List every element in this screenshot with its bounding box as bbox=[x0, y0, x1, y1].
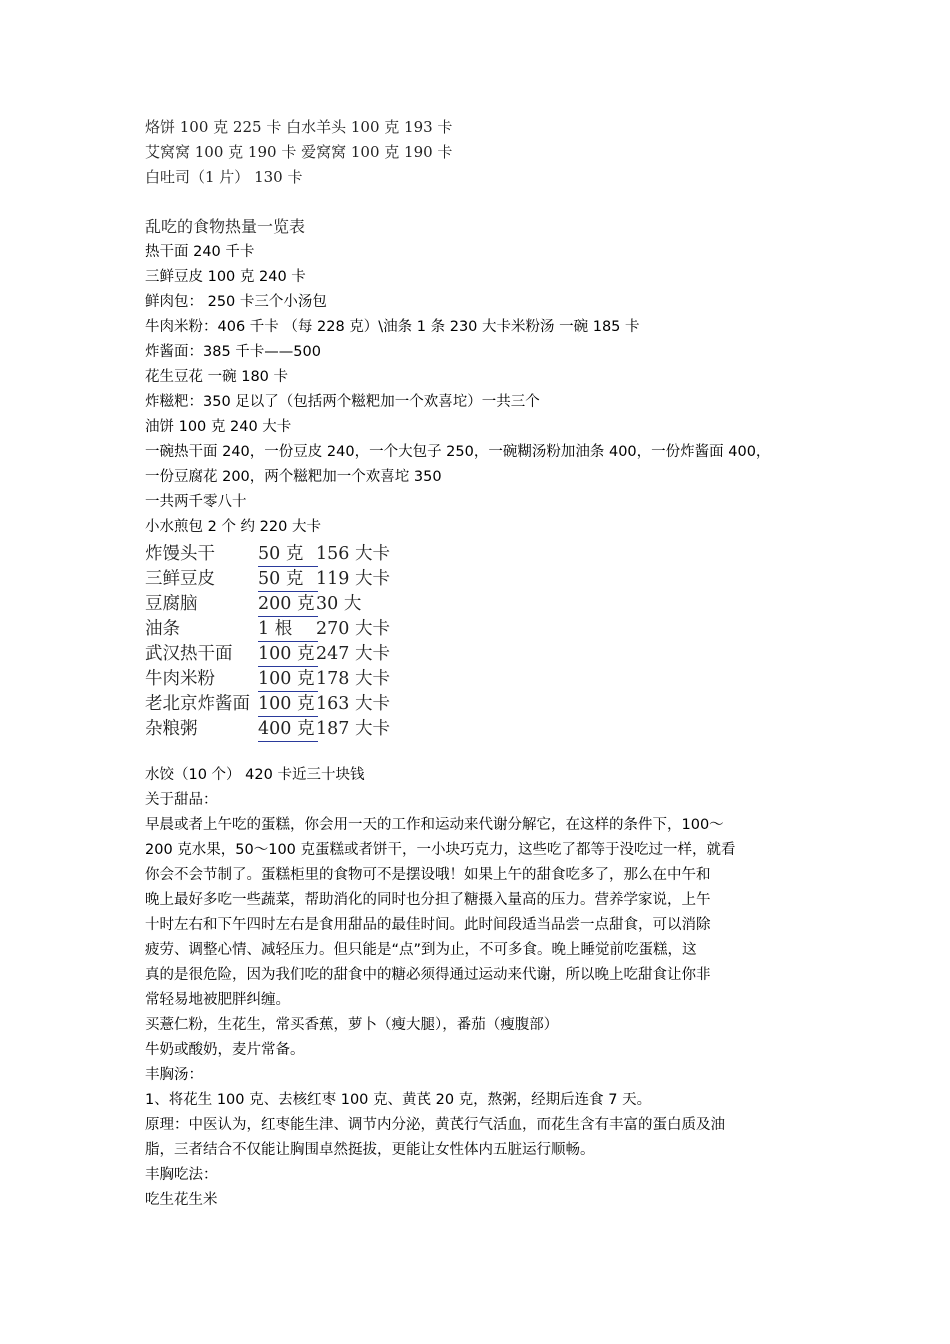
section-heading: 丰胸吃法： bbox=[145, 1167, 218, 1183]
paragraph-line: 真的是很危险，因为我们吃的甜食中的糖必须得通过运动来代谢，所以晚上吃甜食让你非 bbox=[145, 967, 711, 983]
paragraph-line: 晚上最好多吃一些蔬菜，帮助消化的同时也分担了糖摄入量高的压力。营养学家说，上午 bbox=[145, 892, 711, 908]
paragraph-line: 200 克水果，50～100 克蛋糕或者饼干，一小块巧克力，这些吃了都等于没吃过一样，就看 bbox=[145, 842, 736, 858]
text-line: 艾窝窝 100 克 190 卡 爱窝窝 100 克 190 卡 bbox=[145, 143, 453, 161]
text-line: 吃生花生米 bbox=[145, 1192, 218, 1208]
paragraph-line: 十时左右和下午四时左右是食用甜品的最佳时间。此时间段适当品尝一点甜食，可以消除 bbox=[145, 917, 711, 933]
food-calories: 187 大卡 bbox=[316, 719, 390, 739]
food-calories: 178 大卡 bbox=[316, 669, 390, 689]
food-calories: 30 大 bbox=[316, 594, 362, 614]
food-amount: 100 克 bbox=[258, 690, 318, 717]
food-calories: 163 大卡 bbox=[316, 694, 390, 714]
paragraph-line: 脂，三者结合不仅能让胸围卓然挺拔，更能让女性体内五脏运行顺畅。 bbox=[145, 1142, 595, 1158]
list-item: 炸酱面：385 千卡——500 bbox=[145, 344, 321, 360]
text-line: 牛奶或酸奶，麦片常备。 bbox=[145, 1042, 305, 1058]
food-amount: 50 克 bbox=[258, 565, 318, 592]
paragraph-line: 常轻易地被肥胖纠缠。 bbox=[145, 992, 290, 1008]
food-amount: 400 克 bbox=[258, 715, 318, 742]
food-amount: 50 克 bbox=[258, 540, 318, 567]
food-name: 三鲜豆皮 bbox=[145, 569, 215, 589]
text-line: 白吐司（1 片） 130 卡 bbox=[145, 168, 303, 186]
food-amount: 200 克 bbox=[258, 590, 318, 617]
paragraph-line: 你会不会节制了。蛋糕柜里的食物可不是摆设哦！如果上午的甜食吃多了，那么在中午和 bbox=[145, 867, 711, 883]
food-calories: 247 大卡 bbox=[316, 644, 390, 664]
food-amount: 1 根 bbox=[258, 615, 318, 642]
paragraph-line: 疲劳、调整心情、减轻压力。但只能是“点”到为止，不可多食。晚上睡觉前吃蛋糕，这 bbox=[145, 942, 697, 958]
summary-line: 一份豆腐花 200，两个糍粑加一个欢喜坨 350 bbox=[145, 469, 442, 485]
food-name: 武汉热干面 bbox=[145, 644, 233, 664]
list-item: 鲜肉包： 250 卡三个小汤包 bbox=[145, 294, 327, 310]
food-amount: 100 克 bbox=[258, 665, 318, 692]
text-line: 1、将花生 100 克、去核红枣 100 克、黄芪 20 克，熬粥，经期后连食 7 天。 bbox=[145, 1092, 652, 1108]
section-title: 乱吃的食物热量一览表 bbox=[145, 217, 306, 236]
list-item: 油饼 100 克 240 大卡 bbox=[145, 419, 292, 435]
food-amount: 100 克 bbox=[258, 640, 318, 667]
food-calories: 156 大卡 bbox=[316, 544, 390, 564]
food-name: 牛肉米粉 bbox=[145, 669, 215, 689]
section-heading: 丰胸汤： bbox=[145, 1067, 203, 1083]
list-item: 三鲜豆皮 100 克 240 卡 bbox=[145, 269, 306, 285]
text-line: 买薏仁粉，生花生，常买香蕉，萝卜（瘦大腿），番茄（瘦腹部） bbox=[145, 1017, 559, 1033]
text-line: 水饺（10 个） 420 卡近三十块钱 bbox=[145, 767, 365, 783]
list-item: 炸糍粑：350 足以了（包括两个糍粑加一个欢喜坨）一共三个 bbox=[145, 394, 540, 410]
food-name: 豆腐脑 bbox=[145, 594, 198, 614]
food-name: 油条 bbox=[145, 619, 180, 639]
list-item: 牛肉米粉：406 千卡 （每 228 克）\油条 1 条 230 大卡米粉汤 一碗 185 卡 bbox=[145, 319, 640, 335]
summary-line: 小水煎包 2 个 约 220 大卡 bbox=[145, 519, 321, 535]
food-calories: 119 大卡 bbox=[316, 569, 390, 589]
paragraph-line: 原理：中医认为，红枣能生津、调节内分泌，黄芪行气活血，而花生含有丰富的蛋白质及油 bbox=[145, 1117, 725, 1133]
food-name: 炸馒头干 bbox=[145, 544, 215, 564]
text-line: 烙饼 100 克 225 卡 白水羊头 100 克 193 卡 bbox=[145, 118, 453, 136]
food-name: 老北京炸酱面 bbox=[145, 694, 250, 714]
list-item: 花生豆花 一碗 180 卡 bbox=[145, 369, 289, 385]
summary-line: 一碗热干面 240，一份豆皮 240，一个大包子 250，一碗糊汤粉加油条 400，一份炸酱面 400， bbox=[145, 444, 771, 460]
food-name: 杂粮粥 bbox=[145, 719, 198, 739]
food-calories: 270 大卡 bbox=[316, 619, 390, 639]
paragraph-line: 早晨或者上午吃的蛋糕，你会用一天的工作和运动来代谢分解它，在这样的条件下，100～ bbox=[145, 817, 724, 833]
summary-line: 一共两千零八十 bbox=[145, 494, 247, 510]
list-item: 热干面 240 千卡 bbox=[145, 244, 255, 260]
section-heading: 关于甜品： bbox=[145, 792, 218, 808]
